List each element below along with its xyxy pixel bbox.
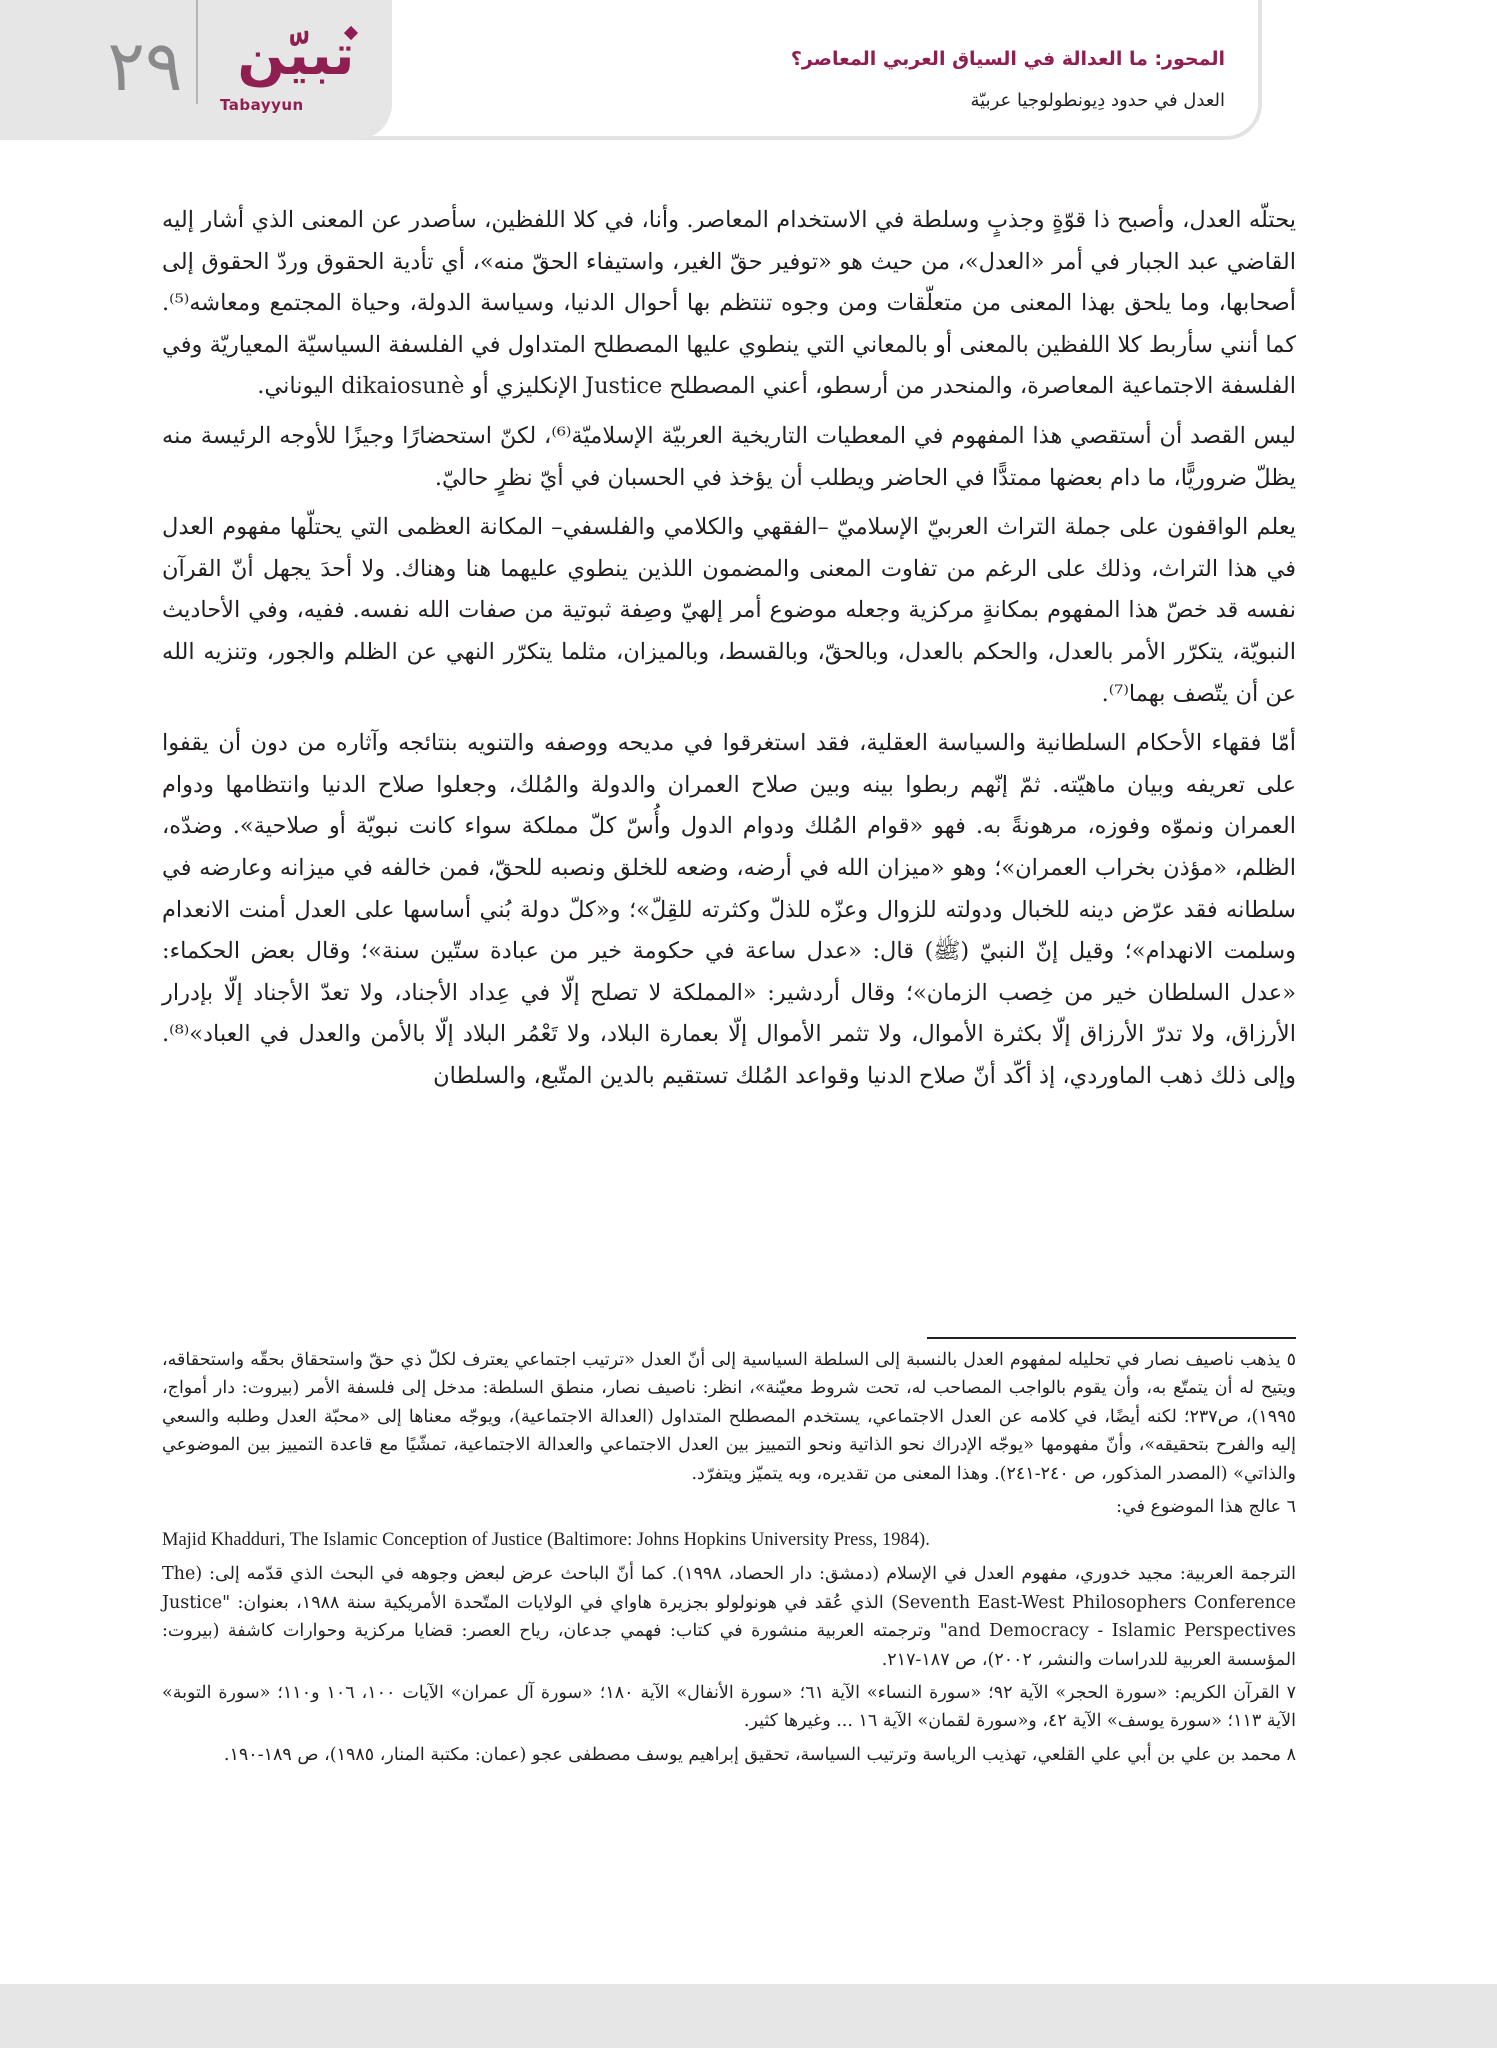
logo-latin: Tabayyun	[220, 96, 304, 114]
footnote-7: ٧ القرآن الكريم: «سورة الحجر» الآية ٩٢؛ «سورة النساء» الآية ٦١؛ «سورة الأنفال» الآية ١٨٠؛ «سورة آل عمران» الآيات ١٠٠، ١٠٦ و١١٠؛ «سورة التوبة» الآية ١١٣؛ «سورة يوسف» الآية ٤٢، و«سورة لقمان» الآية ١٦ ... وغيرها كثير.	[162, 1683, 1296, 1732]
paragraph: ليس القصد أن أستقصي هذا المفهوم في المعطيات التاريخية العربيّة الإسلاميّة⁽⁶⁾، لكنّ استحضارًا وجيزًا للأوجه الرئيسة منه يظلّ ضروريًّا، ما دام بعضها ممتدًّا في الحاضر ويطلب أن يؤخذ في الحسبان في أيّ نظرٍ حاليّ.	[162, 422, 1296, 491]
footnote-8: ٨ محمد بن علي بن أبي علي القلعي، تهذيب الرياسة وترتيب السياسة، تحقيق إبراهيم يوسف مصطفى عجو (عمان: مكتبة المنار، ١٩٨٥)، ص ١٨٩-١٩٠.	[223, 1744, 1296, 1765]
footnote-5: ٥ يذهب ناصيف نصار في تحليله لمفهوم العدل بالنسبة إلى السلطة السياسية إلى أنّ العدل «ترتيب اجتماعي يعترف لكلّ ذي حقّ واستحقاق بحقّه واستحقاقه، ويتيح له أن يتمتّع به، وأن يقوم بالواجب المصاحب له، تحت شروط معيّنة»، انظر: ناصيف نصار، منطق السلطة: مدخل إلى فلسفة الأمر (بيروت: دار أمواج، ١٩٩٥)، ص٢٣٧؛ لكنه أيضًا، في كلامه عن العدل الاجتماعي، يستخدم المصطلح المتداول (العدالة الاجتماعية)، ويوجّه معناها إلى «محبّة العدل وطلبه والسعي إليه والفرح بتحقيقه»، وأنّ مفهومها «يوجّه الإدراك نحو الذاتية ونحو التمييز بين العدل الاجتماعي والعدالة الاجتماعية، تمشّيًا مع قاعدة التمييز بين الموضوعي والذاتي» (المصدر المذكور، ص ٢٤٠-٢٤١). وهذا المعنى من تقديره، وبه يتميّز ويتفرّد.	[162, 1350, 1296, 1484]
footnote-rule	[927, 1337, 1296, 1339]
footnote-6-intro: ٦ عالج هذا الموضوع في:	[1116, 1497, 1296, 1518]
paragraph: يحتلّه العدل، وأصبح ذا قوّةٍ وجذبٍ وسلطة في الاستخدام المعاصر. وأنا، في كلا اللفظين، سأصدر عن المعنى الذي أشار إليه القاضي عبد الجبار في أمر «العدل»، من حيث هو «توفير حقّ الغير، واستيفاء الحقّ منه»، أي تأدية الحقوق وردّ الحقوق إلى أصحابها، وما يلحق بهذا المعنى من متعلّقات ومن وجوه تنتظم بها أحوال الدنيا، وسياسة الدولة، وحياة المجتمع ومعاشه⁽⁵⁾. كما أنني سأربط كلا اللفظين بالمعنى أو بالمعاني التي ينطوي عليها المصطلح المتداول في الفلسفة السياسيّة المعياريّة وفي الفلسفة الاجتماعية المعاصرة، والمنحدر من أرسطو، أعني المصطلح Justice الإنكليزي أو dikaiosunè اليوناني.	[162, 207, 1296, 400]
footnote-6-continued: الترجمة العربية: مجيد خدوري، مفهوم العدل في الإسلام (دمشق: دار الحصاد، ١٩٩٨). كما أنّ الباحث عرض لبعض وجوهه في البحث الذي قدّمه إلى: (The Seventh East-West Philosophers Conference) الذي عُقد في هونولولو بجزيرة هاواي في الولايات المتّحدة الأمريكية سنة ١٩٨٨، بعنوان: "Justice and Democracy - Islamic Perspectives" وترجمته العربية منشورة في كتاب: فهمي جدعان، رياح العصر: قضايا مركزية وحوارات كاشفة (بيروت: المؤسسة العربية للدراسات والنشر، ٢٠٠٢)، ص ١٨٧-٢١٧.	[162, 1564, 1297, 1670]
header-tab	[0, 0, 392, 140]
tabayyun-logo	[212, 24, 380, 120]
article-title: العدل في حدود دِيونطولوجيا عربيّة	[970, 90, 1225, 111]
axis-title: المحور: ما العدالة في السياق العربي المعاصر؟	[790, 48, 1225, 70]
bottom-band	[0, 1984, 1497, 2048]
paragraph: أمّا فقهاء الأحكام السلطانية والسياسة العقلية، فقد استغرقوا في مديحه ووصفه والتنويه بنتائجه وآثاره من دون أن يقفوا على تعريفه وبيان ماهيّته. ثمّ إنّهم ربطوا بينه وبين صلاح العمران والدولة والمُلك، وجعلوا صلاح الدنيا وانتظامها ودوام العمران ونموّه وفوزه، مرهونةً به. فهو «قوام المُلك ودوام الدول وأُسّ كلّ مملكة سواء كانت نبويّة أو صلاحية». وضدّه، الظلم، «مؤذن بخراب العمران»؛ وهو «ميزان الله في أرضه، وضعه للخلق ونصبه للحقّ، فمن خالفه في ميزانه وعارضه في سلطانه فقد عرّض دينه للخبال ودولته للزوال وعزّه للذلّ وكثرته للقِلّ»؛ و«كلّ دولة بُني أساسها على العدل أمنت الانعدام وسلمت الانهدام»؛ وقيل إنّ النبيّ (ﷺ) قال: «عدل ساعة في حكومة خير من عبادة ستّين سنة»؛ وقال بعض الحكماء: «عدل السلطان خير من خِصب الزمان»؛ وقال أردشير: «المملكة لا تصلح إلّا في عِداد الأجناد، ولا تعدّ الأجناد إلّا بإدرار الأرزاق، ولا تدرّ الأرزاق إلّا بكثرة الأموال، ولا تثمر الأموال إلّا بعمارة البلاد، ولا تَعْمُر البلاد إلّا بالأمن والعدل في العباد»⁽⁸⁾. وإلى ذلك ذهب الماوردي، إذ أكّد أنّ صلاح الدنيا وقواعد المُلك تستقيم بالدين المتّبع، والسلطان	[162, 730, 1296, 1089]
logo-arabic: تبيّن	[237, 23, 355, 88]
header-divider	[196, 0, 198, 104]
footnote-6-reference: Majid Khadduri, The Islamic Conception of Justice (Baltimore: Johns Hopkins University Press, 1984).	[162, 1530, 930, 1551]
article-body	[162, 200, 1296, 1105]
paragraph: يعلم الواقفون على جملة التراث العربيّ الإسلاميّ –الفقهي والكلامي والفلسفي– المكانة العظمى التي يحتلّها مفهوم العدل في هذا التراث، وذلك على الرغم من تفاوت المعنى والمضمون اللذين ينطوي عليهما هنا وهناك. ولا أحدَ يجهل أنّ القرآن نفسه قد خصّ هذا المفهوم بمكانةٍ مركزية وجعله موضوع أمر إلهيّ وصِفة ثبوتية من صفات الله نفسه. ففيه، وفي الأحاديث النبويّة، يتكرّر الأمر بالعدل، والحكم بالعدل، وبالحقّ، وبالقسط، وبالميزان، مثلما يتكرّر النهي عن الظلم والجور، وتنزيه الله عن أن يتّصف بهما⁽⁷⁾.	[162, 514, 1296, 707]
page-number: ٢٩	[107, 25, 183, 107]
footnotes	[162, 1346, 1296, 1774]
